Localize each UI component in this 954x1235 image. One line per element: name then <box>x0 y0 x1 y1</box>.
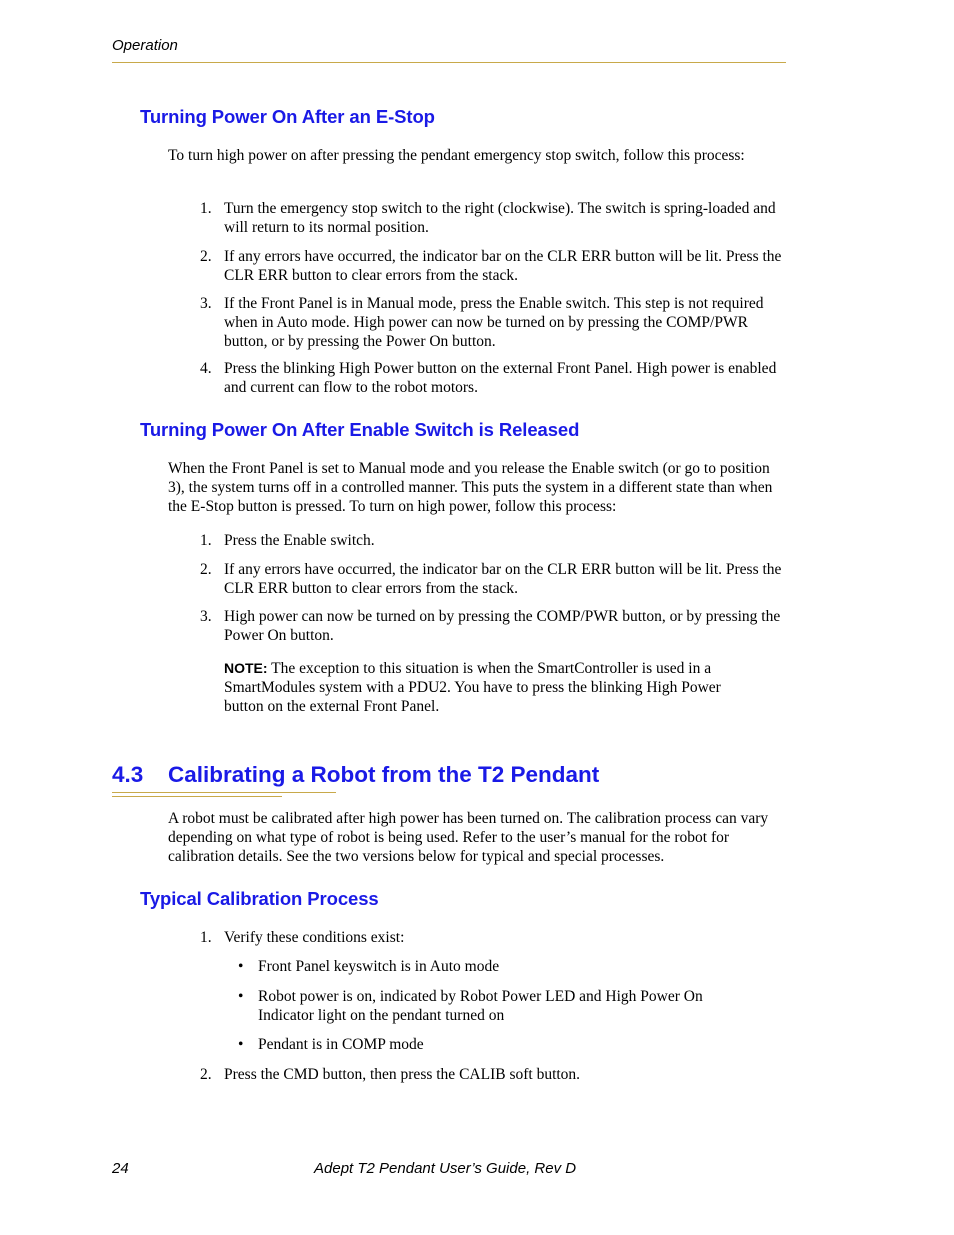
header-rule <box>112 62 786 63</box>
section-rule-upper <box>112 792 336 793</box>
typical-step-1-number: 1. <box>200 929 212 946</box>
running-header-section: Operation <box>112 37 178 54</box>
note-label: NOTE: <box>224 660 268 676</box>
section-number: 4.3 <box>112 762 144 787</box>
enable-step-2-number: 2. <box>200 561 212 578</box>
bullet-item-robot-power: Robot power is on, indicated by Robot Power LED and High Power On Indicator light on the pendant turned on <box>258 988 703 1024</box>
note-block <box>224 659 734 716</box>
bullet-item-comp-mode: Pendant is in COMP mode <box>258 1036 424 1053</box>
enable-step-1: Press the Enable switch. <box>224 532 375 549</box>
enable-step-3-number: 3. <box>200 608 212 625</box>
typical-step-2: Press the CMD button, then press the CALIB soft button. <box>224 1066 581 1083</box>
estop-step-3-number: 3. <box>200 295 212 312</box>
estop-step-4-number: 4. <box>200 360 212 377</box>
estop-step-1-number: 1. <box>200 200 212 217</box>
heading-typical-calibration: Typical Calibration Process <box>140 888 379 909</box>
heading-enable-switch: Turning Power On After Enable Switch is Released <box>140 419 580 440</box>
page-number: 24 <box>112 1160 129 1177</box>
bullet-icon: • <box>238 988 244 1005</box>
section-rule-lower <box>112 796 282 797</box>
bullet-icon: • <box>238 958 244 975</box>
estop-step-4: Press the blinking High Power button on the external Front Panel. High power is enabled and current can flow to the robot motors. <box>224 360 777 396</box>
calibrating-intro: A robot must be calibrated after high power has been turned on. The calibration process can vary depending on what type of robot is being used. Refer to the user’s manual for the robot for calibration details. See the two versions below for typical and special processes. <box>168 810 769 865</box>
estop-step-2: If any errors have occurred, the indicator bar on the CLR ERR button will be lit. Press the CLR ERR button to clear errors from the stack. <box>224 248 782 284</box>
enable-step-1-number: 1. <box>200 532 212 549</box>
enable-step-3: High power can now be turned on by pressing the COMP/PWR button, or by pressing the Power On button. <box>224 608 781 644</box>
estop-step-3: If the Front Panel is in Manual mode, press the Enable switch. This step is not required when in Auto mode. High power can now be turned on by pressing the COMP/PWR button, or by pressing the Power On button. <box>224 295 764 350</box>
estop-step-2-number: 2. <box>200 248 212 265</box>
footer-doc-title: Adept T2 Pendant User’s Guide, Rev D <box>314 1160 577 1177</box>
typical-step-1: Verify these conditions exist: <box>224 929 405 946</box>
estop-intro: To turn high power on after pressing the pendant emergency stop switch, follow this process: <box>168 147 745 164</box>
note-text: The exception to this situation is when the SmartController is used in a SmartModules system with a PDU2. You have to press the blinking High Power button on the external Front Panel. <box>224 660 721 715</box>
estop-step-1: Turn the emergency stop switch to the right (clockwise). The switch is spring-loaded and will return to its normal position. <box>224 200 776 236</box>
enable-intro: When the Front Panel is set to Manual mode and you release the Enable switch (or go to position 3), the system turns off in a controlled manner. This puts the system in a different state than when the E-Stop button is pressed. To turn on high power, follow this process: <box>168 460 773 515</box>
enable-step-2: If any errors have occurred, the indicator bar on the CLR ERR button will be lit. Press the CLR ERR button to clear errors from the stack. <box>224 561 782 597</box>
heading-calibrating: Calibrating a Robot from the T2 Pendant <box>168 762 600 787</box>
bullet-item-keyswitch: Front Panel keyswitch is in Auto mode <box>258 958 500 975</box>
bullet-icon: • <box>238 1036 244 1053</box>
heading-estop: Turning Power On After an E-Stop <box>140 106 435 127</box>
typical-step-2-number: 2. <box>200 1066 212 1083</box>
